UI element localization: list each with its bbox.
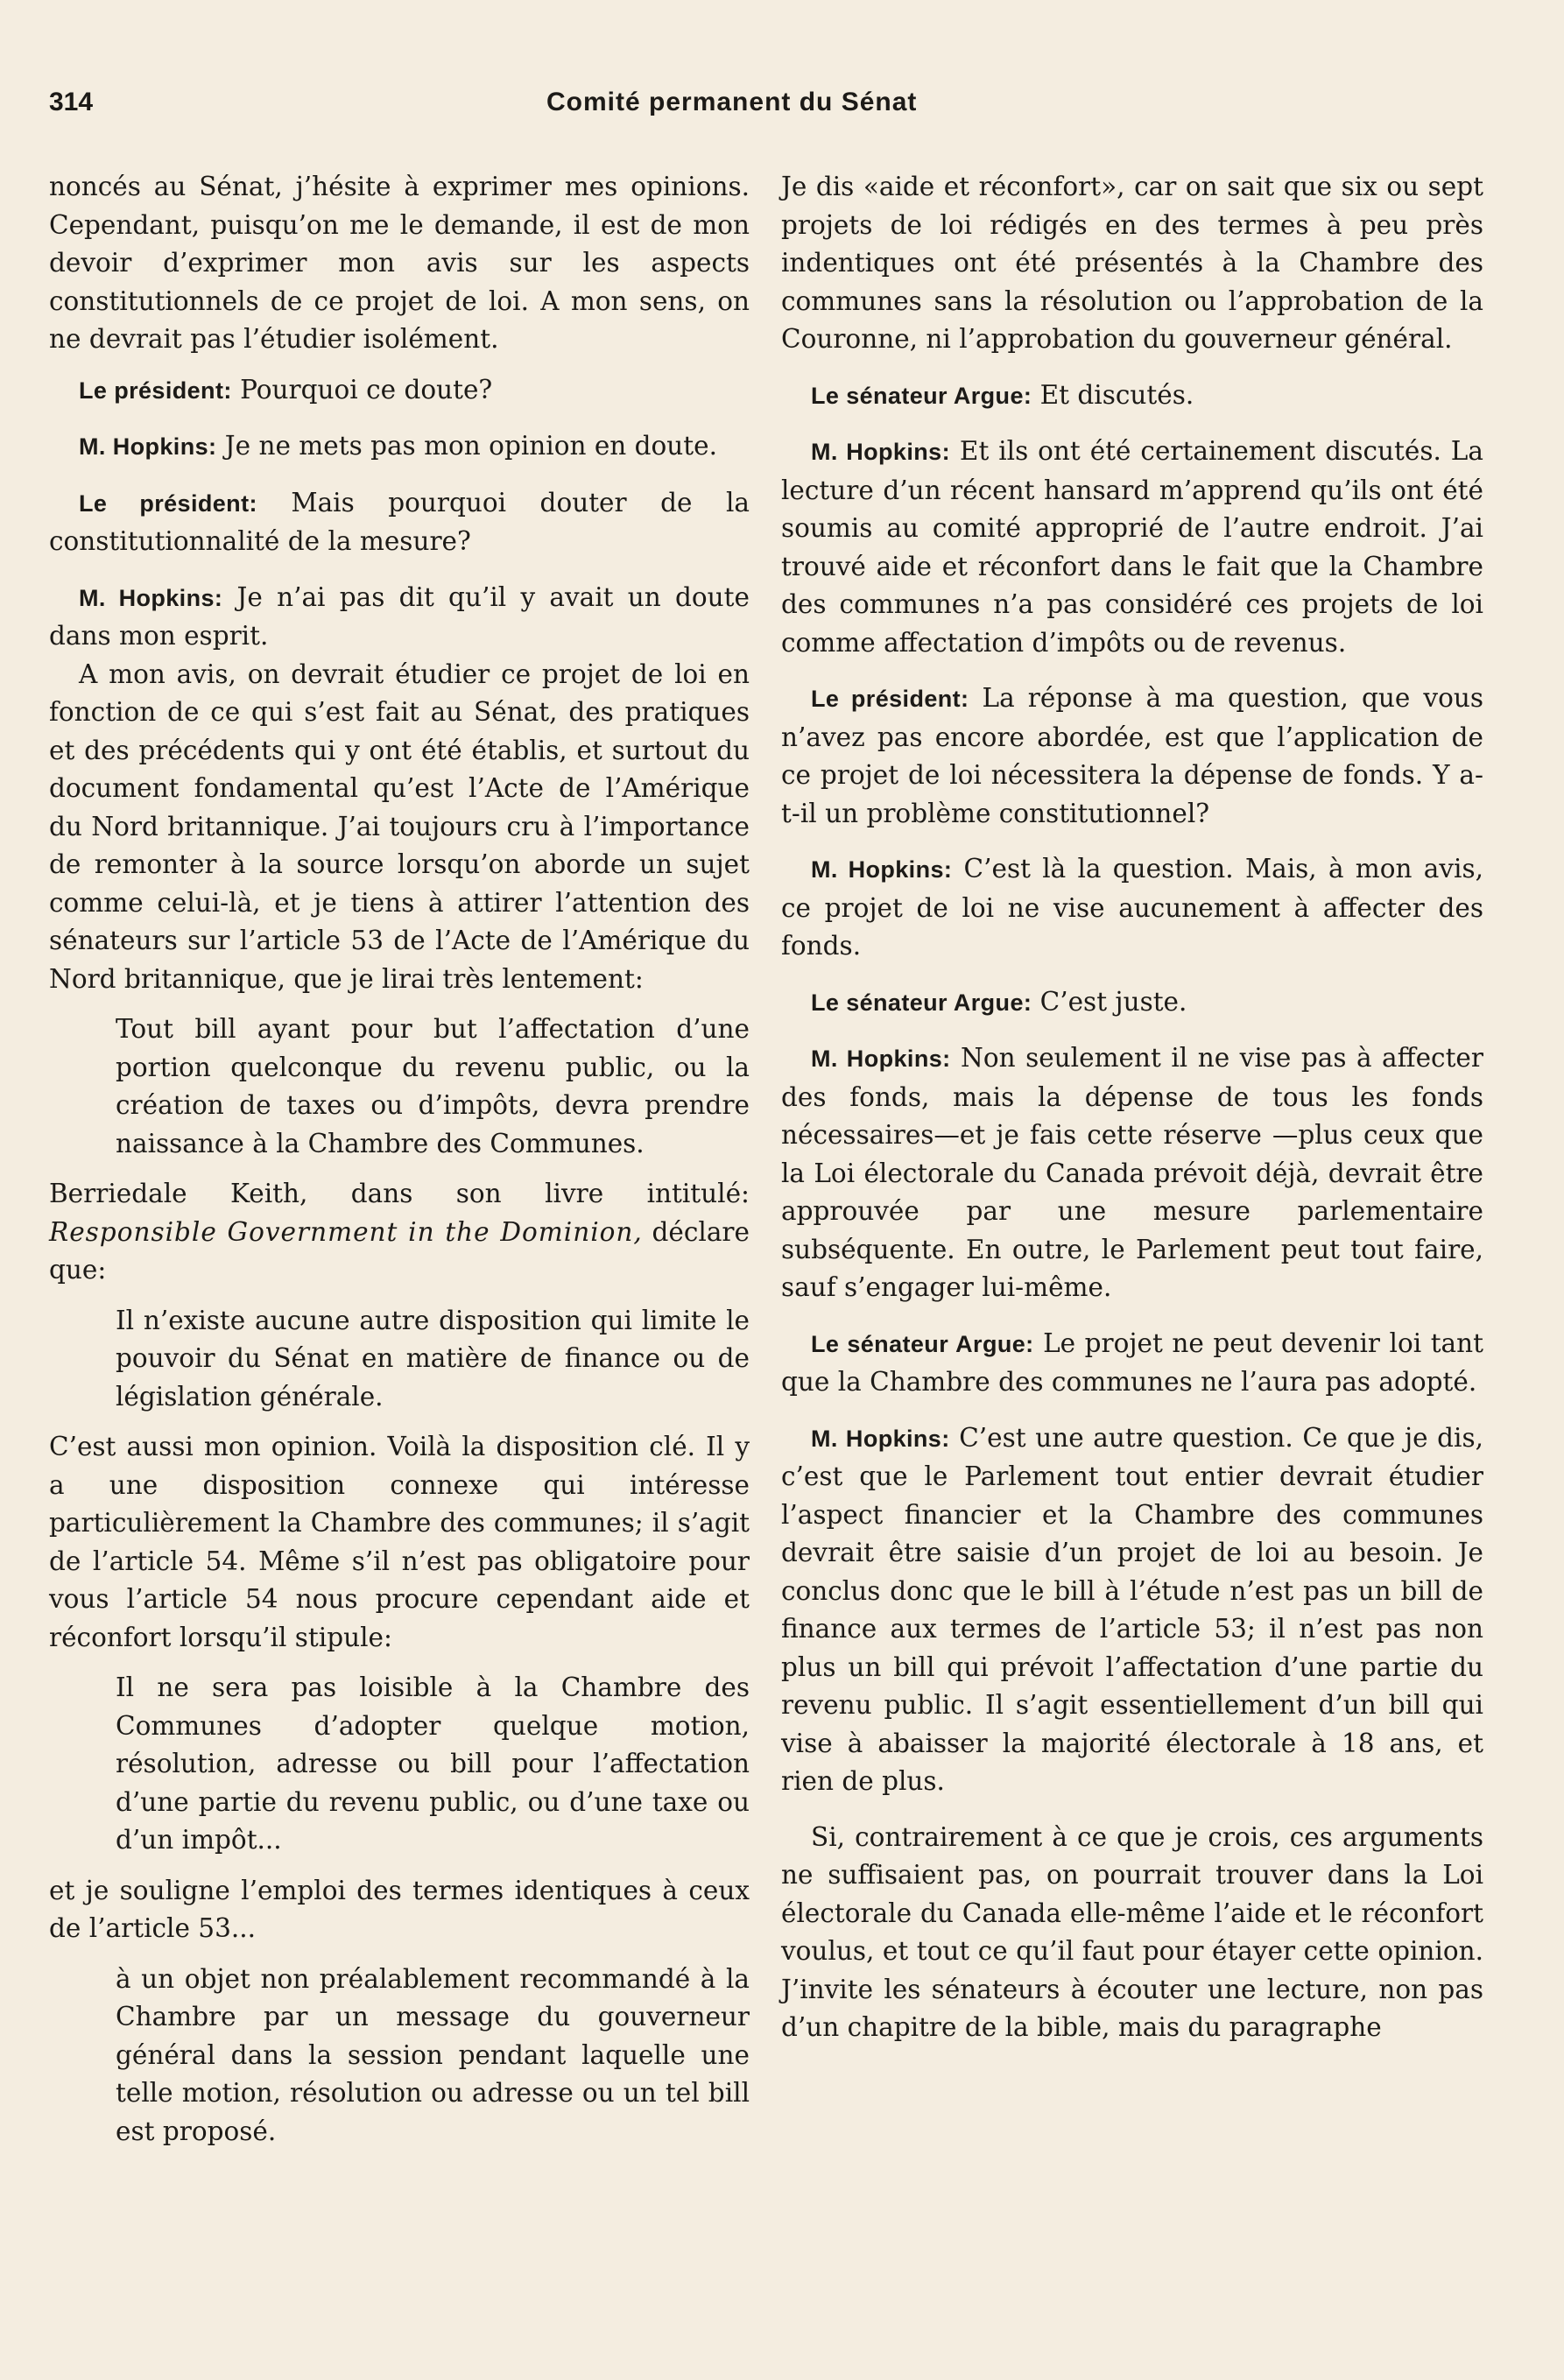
paragraph: Si, contrairement à ce que je crois, ces arguments ne suffisaient pas, on pourrait trouver dans la Loi électorale du Canada elle-même l’aide et le réconfort voulus, et tout ce qu’il faut pour étayer cette opinion. J’invite les sénateurs à écouter une lecture, non pas d’un chapitre de la bible, mais du paragraphe bbox=[781, 1821, 1483, 2042]
speech bbox=[781, 377, 1483, 416]
speech-text: Non seulement il ne vise pas à affecter des fonds, mais la dépense de tous les fonds nécessaires—et je fais cette réserve —plus ceux que la Loi électorale du Canada prévoit déjà, devrait être approuvée par une mesure parlementaire subséquente. En outre, le Parlement peut tout faire, sauf s’engager lui-même. bbox=[781, 1043, 1483, 1302]
speech bbox=[781, 1039, 1483, 1307]
page-number: 314 bbox=[49, 88, 94, 116]
paragraph: C’est aussi mon opinion. Voilà la disposition clé. Il y a une disposition connexe qui intéresse particulièrement la Chambre des communes; il s’agit de l’article 54. Même s’il n’est pas obligatoire pour vous l’article 54 nous procure cependant aide et réconfort lorsqu’il stipule: bbox=[49, 1432, 750, 1652]
speech-text: Je n’ai pas dit qu’il y avait un doute dans mon esprit. bbox=[49, 581, 750, 651]
paragraph: A mon avis, on devrait étudier ce projet de loi en fonction de ce qui s’est fait au Sénat, des pratiques et des précédents qui y ont été établis, et surtout du document fondamental qu’est l’Acte de l’Amérique du Nord britannique. J’ai toujours cru à l’importance de remonter à la source lorsqu’on aborde un sujet comme celui-là, et je tiens à attirer l’attention des sénateurs sur l’article 53 de l’Acte de l’Amérique du Nord britannique, que je lirai très lentement: bbox=[49, 658, 750, 994]
paragraph: Je dis «aide et réconfort», car on sait que six ou sept projets de loi rédigés en des termes à peu près indentiques ont été présentés à la Chambre des communes sans la résolution ou l’approbation de la Couronne, ni l’approbation du gouverneur général. bbox=[781, 172, 1483, 354]
speech bbox=[49, 484, 750, 561]
speech-text: Pourquoi ce doute? bbox=[231, 374, 493, 405]
right-column bbox=[781, 168, 1483, 2060]
book-title: Responsible Government in the Dominion, bbox=[49, 1216, 643, 1247]
block-quote: Il n’existe aucune autre disposition qui limite le pouvoir du Sénat en matière de finance ou de législation générale. bbox=[116, 1305, 750, 1412]
speaker-name: M. Hopkins: bbox=[79, 433, 217, 460]
speech bbox=[781, 433, 1483, 662]
speech-text: La réponse à ma question, que vous n’avez pas encore abordée, est que l’application de ce projet de loi nécessitera la dépense de fonds. Y a-t-il un problème constitutionnel? bbox=[781, 683, 1483, 828]
page-header bbox=[49, 88, 1056, 131]
speech bbox=[781, 1325, 1483, 1402]
running-title: Comité permanent du Sénat bbox=[546, 88, 918, 116]
speaker-name: M. Hopkins: bbox=[79, 584, 223, 611]
speech bbox=[49, 427, 750, 467]
speaker-name: Le sénateur Argue: bbox=[811, 989, 1032, 1016]
speech bbox=[781, 983, 1483, 1023]
speaker-name: M. Hopkins: bbox=[811, 439, 950, 465]
text-run: Berriedale Keith, dans son livre intitulé: bbox=[49, 1179, 750, 1208]
speech bbox=[781, 1419, 1483, 1801]
speech bbox=[49, 371, 750, 411]
speech bbox=[781, 850, 1483, 966]
block-quote: Il ne sera pas loisible à la Chambre des Communes d’adopter quelque motion, résolution, adresse ou bill pour l’affectation d’une partie du revenu public, ou d’une taxe ou d’un impôt... bbox=[116, 1672, 750, 1855]
block-quote: Tout bill ayant pour but l’affectation d’une portion quelconque du revenu public, ou la création de taxes ou d’impôts, devra prendre naissance à la Chambre des Communes. bbox=[116, 1014, 750, 1158]
paragraph bbox=[49, 1175, 750, 1290]
text-run: déclare que: bbox=[49, 1216, 750, 1285]
speech-text: Je ne mets pas mon opinion en doute. bbox=[216, 431, 717, 461]
speech-text: Et ils ont été certainement discutés. La lecture d’un récent hansard m’apprend qu’ils ont été soumis au comité approprié de l’autre endroit. J’ai trouvé aide et réconfort dans le fait que la Chambre des communes n’a pas considéré ces projets de loi comme affectation d’impôts ou de revenus. bbox=[781, 436, 1483, 658]
speaker-name: Le président: bbox=[79, 377, 232, 404]
speech-text: C’est là la question. Mais, à mon avis, ce projet de loi ne vise aucunement à affecter des fonds. bbox=[781, 854, 1483, 961]
speech-text: Et discutés. bbox=[1032, 379, 1194, 410]
speech bbox=[49, 579, 750, 656]
speech-text: Le projet ne peut devenir loi tant que la Chambre des communes ne l’aura pas adopté. bbox=[781, 1327, 1483, 1397]
speaker-name: M. Hopkins: bbox=[811, 1046, 951, 1072]
left-column bbox=[49, 168, 750, 2163]
speech-text: Mais pourquoi douter de la constitutionnalité de la mesure? bbox=[49, 487, 750, 556]
speaker-name: Le sénateur Argue: bbox=[811, 1330, 1034, 1357]
speaker-name: Le sénateur Argue: bbox=[811, 382, 1032, 409]
speech bbox=[781, 679, 1483, 833]
speaker-name: Le président: bbox=[79, 489, 257, 517]
speaker-name: Le président: bbox=[811, 686, 969, 712]
paragraph: noncés au Sénat, j’hésite à exprimer mes opinions. Cependant, puisqu’on me le demande, il est de mon devoir d’exprimer mon avis sur les aspects constitutionnels de ce projet de loi. A mon sens, on ne devrait pas l’étudier isolément. bbox=[49, 172, 750, 354]
paragraph: et je souligne l’emploi des termes identiques à ceux de l’article 53... bbox=[49, 1875, 750, 1943]
speech-text: C’est juste. bbox=[1032, 986, 1187, 1017]
speaker-name: M. Hopkins: bbox=[811, 856, 953, 883]
speaker-name: M. Hopkins: bbox=[811, 1425, 950, 1452]
block-quote: à un objet non préalablement recommandé à la Chambre par un message du gouverneur général dans la session pendant laquelle une telle motion, résolution ou adresse ou un tel bill est proposé. bbox=[116, 1963, 750, 2146]
speech-text: C’est une autre question. Ce que je dis, c’est que le Parlement tout entier devrait étudier l’aspect financier et la Chambre des communes devrait être saisie d’un projet de loi au besoin. Je conclus donc que le bill à l’étude n’est pas un bill de finance aux termes de l’article 53; il n’est pas non plus un bill qui prévoit l’affectation d’une partie du revenu public. Il s’agit essentiellement d’un bill qui vise à abaisser la majorité électorale à 18 ans, et rien de plus. bbox=[781, 1422, 1483, 1796]
